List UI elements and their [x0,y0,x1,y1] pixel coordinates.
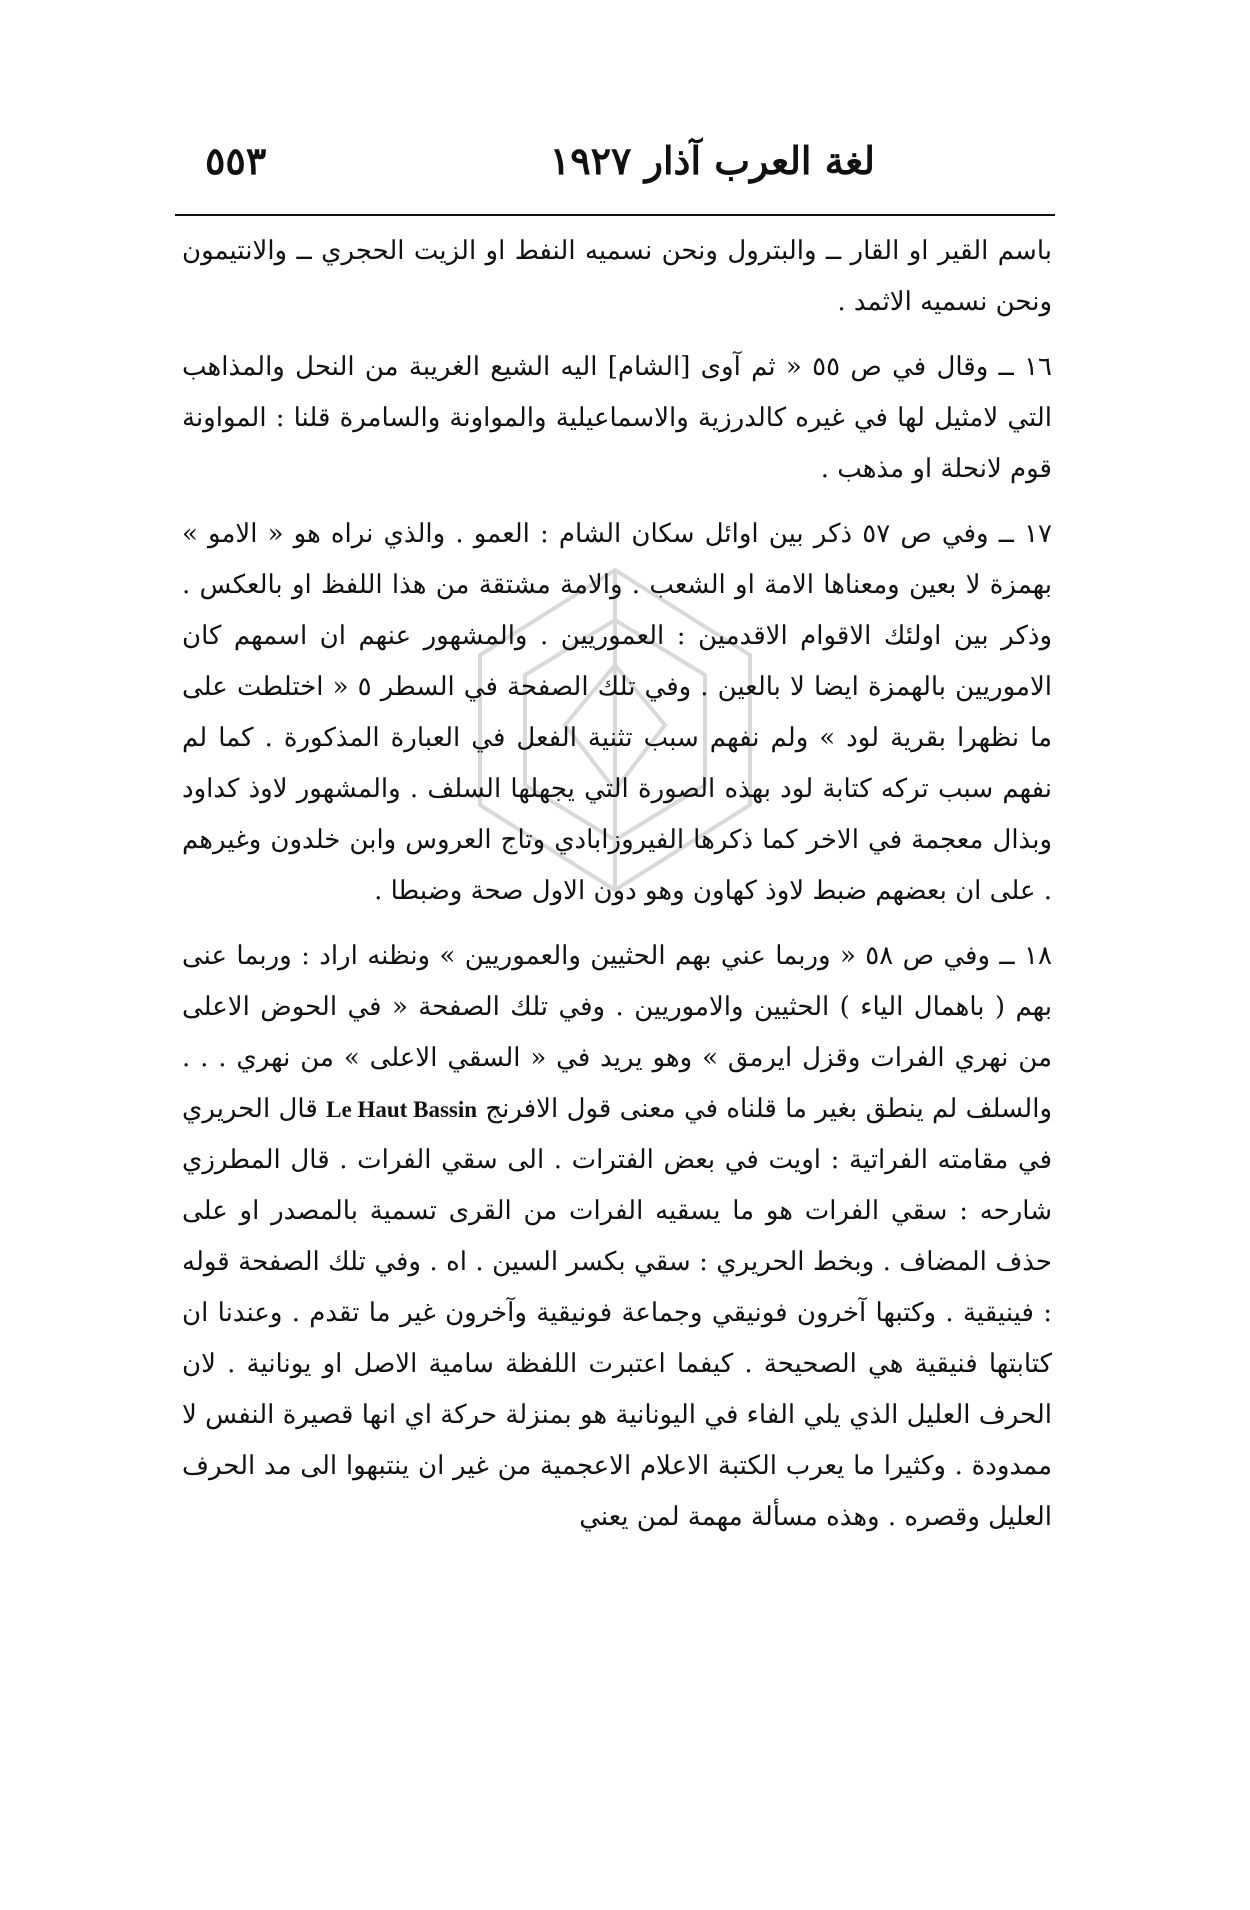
paragraph-18-text-end: قال الحريري في مقامته الفراتية : اويت في بعض الفترات . الى سقي الفرات . قال المطرزي شارحه : سقي الفرات هو ما يسقيه الفرات من القرى تسمية بالمصدر او على حذف المضاف . وبخط الحريري : سقي بكسر السين . اه . وفي تلك الصفحة قوله : فينيقية . وكتبها آخرون فونيقي وجماعة فونيقية وآخرون غير ما تقدم . وعندنا ان كتابتها فنيقية هي الصحيحة . كيفما اعتبرت اللفظة سامية الاصل او يونانية . لان الحرف العليل الذي يلي الفاء في اليونانية هو بمنزلة حركة اي انها قصيرة النفس لا ممدودة . وكثيرا ما يعرب الكتبة الاعلام الاعجمية من غير ان ينتبهوا الى مد الحرف العليل وقصره . وهذه مسألة مهمة لمن يعني [182,1094,1052,1532]
article-body [182,226,1052,1543]
french-term: Le Haut Bassin [326,1097,478,1122]
paragraph-continuation: باسم القير او القار ــ والبترول ونحن نسميه النفط او الزيت الحجري ــ والانتيمون ونحن نسميه الاثمد . [182,236,1053,317]
page-number: ٥٥٣ [205,138,267,183]
running-head [205,138,1045,200]
paragraph-18 [182,931,1052,1543]
journal-title: لغة العرب آذار ١٩٢٧ [549,138,875,183]
paragraph-18-text-start: ١٨ ــ وفي ص ٥٨ « وربما عني بهم الحثيين والعموريين » ونظنه اراد : وربما عنى بهم ( باهمال الياء ) الحثيين والاموريين . وفي تلك الصفحة « في الحوض الاعلى من نهري الفرات وقزل ايرمق » وهو يريد في « السقي الاعلى » من نهري . . . والسلف لم ينطق بغير ما قلناه في معنى قول الافرنج [182,941,1052,1124]
header-rule [175,214,1055,216]
paragraph-17: ١٧ ــ وفي ص ٥٧ ذكر بين اوائل سكان الشام : العمو . والذي نراه هو « الامو » بهمزة لا بعين ومعناها الامة او الشعب . والامة مشتقة من هذا اللفظ او بالعكس . وذكر بين اولئك الاقوام الاقدمين : العموريين . والمشهور عنهم ان اسمهم كان الاموريين بالهمزة ايضا لا بالعين . وفي تلك الصفحة في السطر ٥ « اختلطت على ما نظهرا بقرية لود » ولم نفهم سبب تثنية الفعل في العبارة المذكورة . كما لم نفهم سبب تركه كتابة لود بهذه الصورة التي يجهلها السلف . والمشهور لاوذ كداود وبذال معجمة في الاخر كما ذكرها الفيروزابادي وتاج العروس وابن خلدون وغيرهم . على ان بعضهم ضبط لاوذ كهاون وهو دون الاول صحة وضبطا . [182,519,1053,906]
paragraph-16: ١٦ ــ وقال في ص ٥٥ « ثم آوى [الشام] اليه الشيع الغريبة من النحل والمذاهب التي لامثيل لها في غيره كالدرزية والاسماعيلية والمواونة والسامرة قلنا : المواونة قوم لانحلة او مذهب . [182,352,1052,484]
